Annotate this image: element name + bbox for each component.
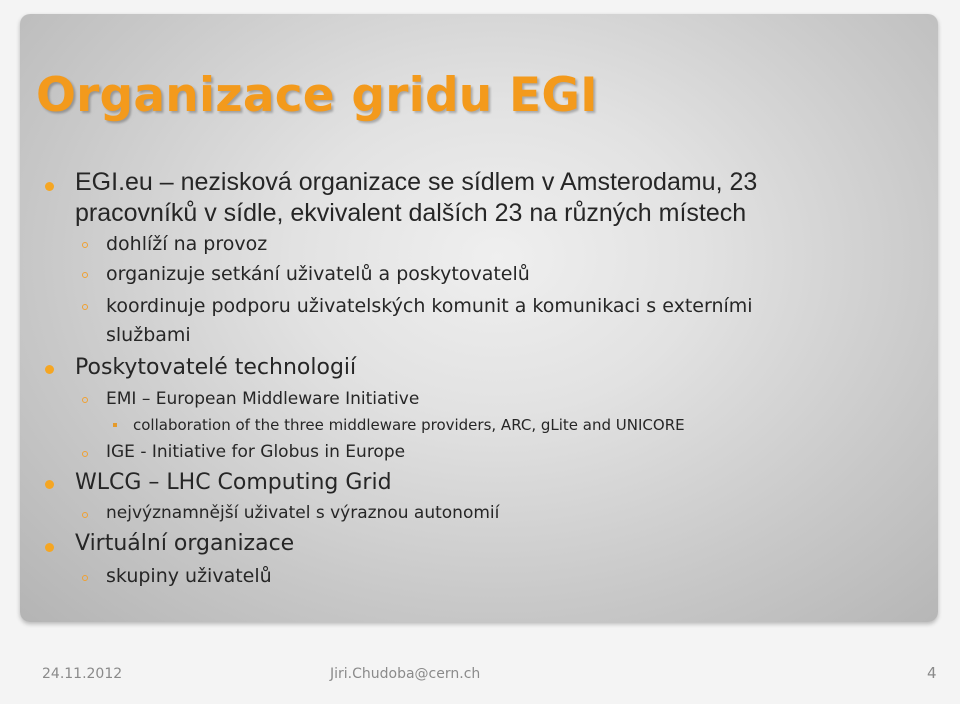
bullet-text: dohlíží na provoz — [106, 233, 268, 255]
bullet-ring-icon — [82, 451, 88, 457]
bullet-dot-icon — [45, 182, 54, 191]
bullet-ring-icon — [82, 304, 88, 310]
bullet-text: skupiny uživatelů — [106, 565, 272, 587]
bullet-text: EMI – European Middleware Initiative — [106, 389, 420, 409]
bullet-ring-icon — [82, 242, 88, 248]
bullet-text: IGE - Initiative for Globus in Europe — [106, 442, 406, 462]
bullet-dot-icon — [45, 365, 54, 374]
bullet-text: Poskytovatelé technologií — [75, 355, 357, 380]
bullet-text: pracovníků v sídle, ekvivalent dalších 23 na různých místech — [75, 199, 747, 227]
bullet-ring-icon — [82, 272, 88, 278]
bullet-text: Virtuální organizace — [75, 531, 295, 556]
page-number: 4 — [927, 664, 937, 682]
bullet-text: collaboration of the three middleware providers, ARC, gLite and UNICORE — [133, 416, 685, 434]
bullet-square-icon — [113, 423, 117, 427]
bullet-ring-icon — [82, 575, 88, 581]
bullet-text: organizuje setkání uživatelů a poskytovatelů — [106, 263, 530, 285]
slide-title: Organizace gridu EGI — [36, 68, 598, 123]
bullet-ring-icon — [82, 397, 88, 403]
bullet-dot-icon — [45, 480, 54, 489]
bullet-text: službami — [106, 324, 191, 346]
bullet-text: koordinuje podporu uživatelských komunit a komunikaci s externími — [106, 295, 753, 317]
bullet-text: WLCG – LHC Computing Grid — [75, 470, 392, 495]
bullet-text: nejvýznamnější uživatel s výraznou autonomií — [106, 503, 500, 523]
footer-author: Jiri.Chudoba@cern.ch — [330, 666, 481, 682]
bullet-dot-icon — [45, 543, 54, 552]
bullet-ring-icon — [82, 512, 88, 518]
footer-date: 24.11.2012 — [42, 666, 123, 682]
bullet-text: EGI.eu – nezisková organizace se sídlem v Amsterodamu, 23 — [75, 168, 758, 196]
